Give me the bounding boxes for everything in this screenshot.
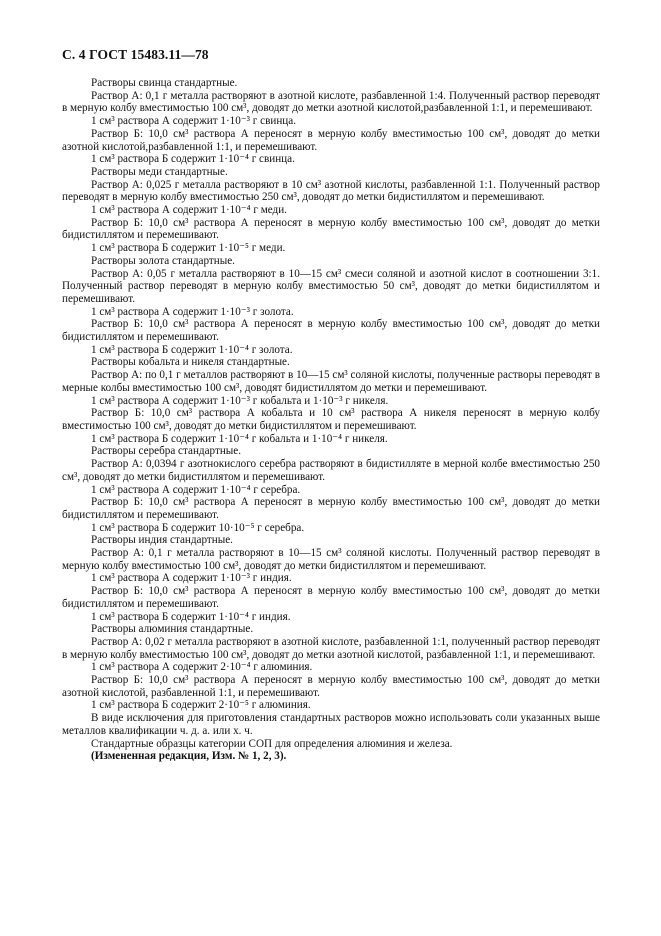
revision-note: (Измененная редакция, Изм. № 1, 2, 3). xyxy=(91,750,287,763)
paragraph: 1 см³ раствора А содержит 1·10⁻³ г кобальта и 1·10⁻³ г никеля. xyxy=(91,394,389,407)
paragraph: Стандартные образцы категории СОП для определения алюминия и железа. xyxy=(91,737,453,750)
paragraph: Раствор А: 0,1 г металла растворяют в азотной кислоте, разбавленной 1:4. Полученный раствор переводят в мерную колбу вместимостью 100 см³, доводят до метки азотной кислотой,разбавленной 1:1, и перемешивают. xyxy=(62,89,600,115)
paragraph: 1 см³ раствора Б содержит 1·10⁻⁴ г свинца. xyxy=(91,153,295,166)
paragraph: Растворы меди стандартные. xyxy=(91,165,228,178)
paragraph: 1 см³ раствора А содержит 1·10⁻³ г индия. xyxy=(91,572,292,585)
paragraph: Раствор А: по 0,1 г металлов растворяют в 10—15 см³ соляной кислоты, полученные растворы переводят в мерные колбы вместимостью 100 см³, доводят бидистиллятом до метки и перемешивают. xyxy=(62,369,600,394)
paragraph: Растворы алюминия стандартные. xyxy=(91,623,254,636)
page-header: С. 4 ГОСТ 15483.11—78 xyxy=(62,47,209,62)
paragraph: Растворы кобальта и никеля стандартные. xyxy=(91,356,290,369)
paragraph: 1 см³ раствора А содержит 1·10⁻³ г золота. xyxy=(91,305,294,318)
paragraph: Растворы свинца стандартные. xyxy=(91,77,238,89)
document-body xyxy=(62,77,600,763)
paragraph: Раствор А: 0,05 г металла растворяют в 10—15 см³ смеси соляной и азотной кислот в соотношении 3:1. Полученный раствор переводят в мерную колбу вместимостью 50 см³, доводят до метки бидистиллятом и перемешивают. xyxy=(62,267,600,305)
paragraph: 1 см³ раствора Б содержит 1·10⁻⁴ г золота. xyxy=(91,343,293,356)
paragraph: Раствор Б: 10,0 см³ раствора А кобальта и 10 см³ раствора А никеля переносят в мерную колбу вместимостью 100 см³, доводят до метки бидистиллятом и перемешивают. xyxy=(62,407,600,432)
paragraph: Раствор А: 0,02 г металла растворяют в азотной кислоте, разбавленной 1:1, полученный раствор переводят в мерную колбу вместимостью 100 см³, доводят до метки азотной кислотой, разбавленной 1:1, и перемешивают. xyxy=(62,635,600,661)
paragraph: Раствор А: 0,0394 г азотнокислого серебра растворяют в бидистилляте в мерной колбе вместимостью 250 см³, доводят до метки бидистиллятом и перемешивают. xyxy=(62,458,600,483)
paragraph: 1 см³ раствора А содержит 1·10⁻³ г свинца. xyxy=(91,115,296,128)
paragraph: Раствор А: 0,1 г металла растворяют в 10—15 см³ соляной кислоты. Полученный раствор переводят в мерную колбу вместимостью 100 см³, доводят до метки бидистиллятом и перемешивают. xyxy=(62,547,600,572)
paragraph: 1 см³ раствора А содержит 2·10⁻⁴ г алюминия. xyxy=(91,661,313,674)
paragraph: 1 см³ раствора А содержит 1·10⁻⁴ г меди. xyxy=(91,204,287,217)
paragraph: Растворы золота стандартные. xyxy=(91,254,235,267)
paragraph: Растворы индия стандартные. xyxy=(91,534,233,547)
paragraph: Растворы серебра стандартные. xyxy=(91,445,241,458)
paragraph: Раствор А: 0,025 г металла растворяют в 10 см³ азотной кислоты, разбавленной 1:1. Полученный раствор переводят в мерную колбу вместимостью 250 см³, доводят до метки бидистиллятом и перемешивают. xyxy=(62,178,600,204)
paragraph: 1 см³ раствора Б содержит 10·10⁻⁵ г серебра. xyxy=(91,521,305,534)
paragraph: Раствор Б: 10,0 см³ раствора А переносят в мерную колбу вместимостью 100 см³, доводят до метки азотной кислотой,разбавленной 1:1, и перемешивают. xyxy=(62,127,600,153)
paragraph: 1 см³ раствора Б содержит 1·10⁻⁴ г кобальта и 1·10⁻⁴ г никеля. xyxy=(91,432,388,445)
paragraph: 1 см³ раствора Б содержит 1·10⁻⁴ г индия. xyxy=(91,610,291,623)
paragraph: Раствор Б: 10,0 см³ раствора А переносят в мерную колбу вместимостью 100 см³, доводят до метки азотной кислотой, разбавленной 1:1, и перемешивают. xyxy=(62,674,600,699)
paragraph: В виде исключения для приготовления стандартных растворов можно использовать соли указанных выше металлов квалификации ч. д. а. или х. ч. xyxy=(62,712,600,737)
paragraph: 1 см³ раствора Б содержит 1·10⁻⁵ г меди. xyxy=(91,242,286,255)
paragraph: Раствор Б: 10,0 см³ раствора А переносят в мерную колбу вместимостью 100 см³, доводят до метки бидистиллятом и перемешивают. xyxy=(62,496,600,521)
paragraph: 1 см³ раствора А содержит 1·10⁻⁴ г серебра. xyxy=(91,483,301,496)
paragraph: Раствор Б: 10,0 см³ раствора А переносят в мерную колбу вместимостью 100 см³, доводят до метки бидистиллятом и перемешивают. xyxy=(62,216,600,242)
paragraph: 1 см³ раствора Б содержит 2·10⁻⁵ г алюминия. xyxy=(91,699,311,712)
paragraph: Раствор Б: 10,0 см³ раствора А переносят в мерную колбу вместимостью 100 см³, доводят до метки бидистиллятом и перемешивают. xyxy=(62,585,600,610)
paragraph: Раствор Б: 10,0 см³ раствора А переносят в мерную колбу вместимостью 100 см³, доводят до метки бидистиллятом и перемешивают. xyxy=(62,318,600,344)
